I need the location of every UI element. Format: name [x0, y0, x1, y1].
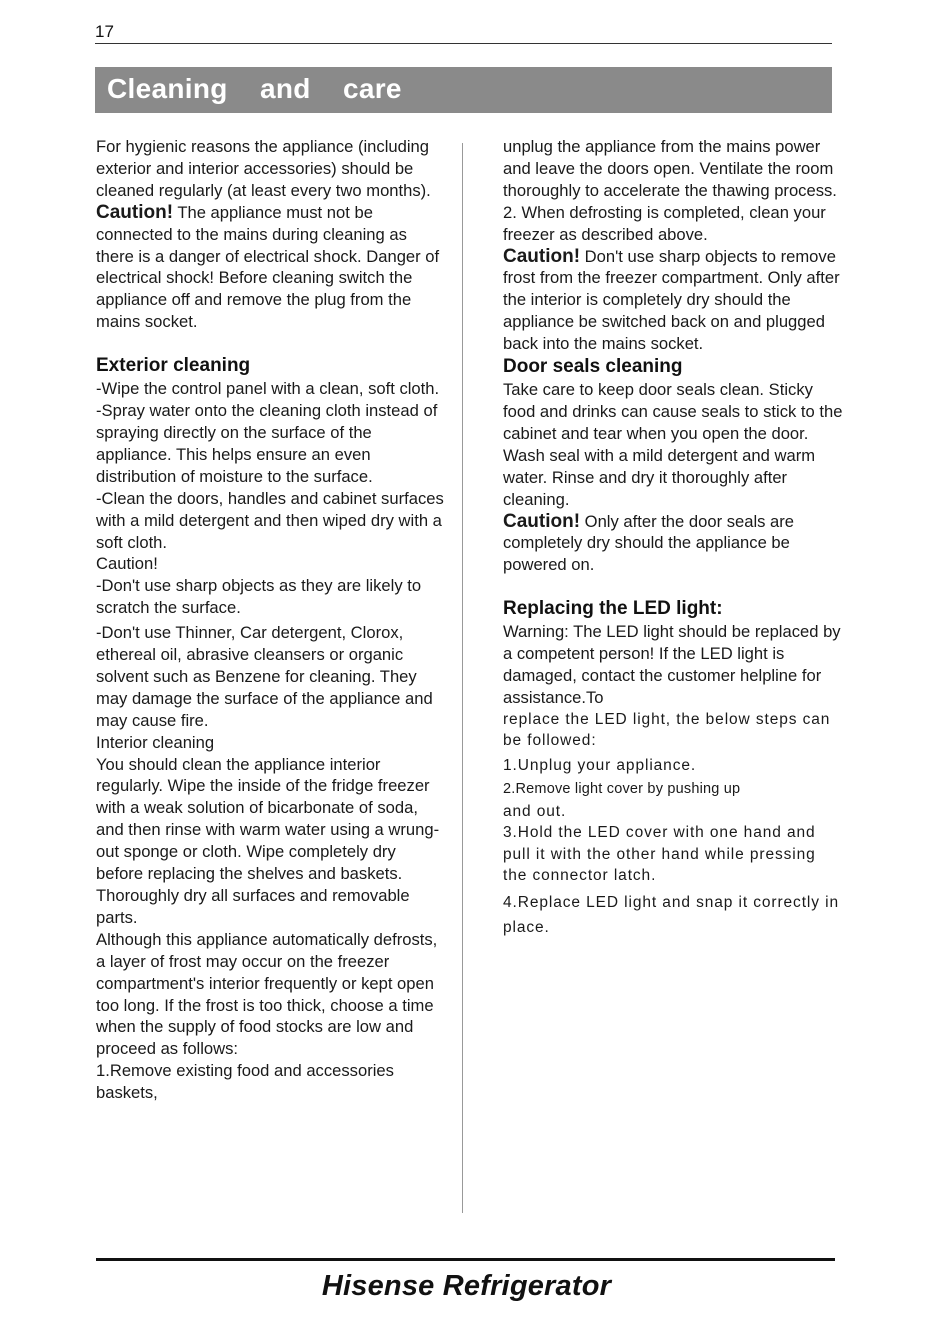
exterior-caution: Caution!	[96, 554, 158, 574]
door-seals-paragraph: Take care to keep door seals clean. Sticky food and drinks can cause seals to stick to the cabinet and tear when you open the door. Wash seal with a mild detergent and warm water. Rinse and dry it thoroughly after cleaning.	[503, 380, 843, 509]
exterior-paragraph: -Spray water onto the cleaning cloth instead of spraying directly on the surface of the appliance. This helps ensure an even distribution of moisture to the surface.	[96, 401, 438, 486]
caution-paragraph	[503, 246, 843, 356]
exterior-paragraph: -Wipe the control panel with a clean, soft cloth.	[96, 379, 440, 399]
door-seals-heading: Door seals cleaning	[503, 356, 683, 378]
interior-paragraph: Thoroughly dry all surfaces and removable parts.	[96, 886, 410, 927]
led-step: 4.Replace LED light and snap it correctly in place.	[503, 893, 839, 936]
caution-text: Only after the door seals are completely dry should the appliance be powered on.	[503, 511, 795, 575]
exterior-paragraph: -Don't use sharp objects as they are likely to scratch the surface.	[96, 576, 422, 618]
section-title-bar	[95, 67, 832, 113]
caution-label: Caution!	[503, 245, 581, 267]
exterior-cleaning-heading: Exterior cleaning	[96, 355, 251, 377]
caution-paragraph	[503, 511, 843, 577]
intro-paragraph: For hygienic reasons the appliance (including exterior and interior accessories) should be cleaned regularly (at least every two months).	[96, 137, 431, 200]
brand-footer: Hisense Refrigerator	[321, 1270, 612, 1302]
led-light-heading: Replacing the LED light:	[503, 598, 723, 620]
exterior-paragraph: -Don't use Thinner, Car detergent, Clorox, ethereal oil, abrasive cleansers or organic solvent such as Benzene for cleaning. They may damage the surface of the appliance and may cause fire.	[96, 623, 433, 730]
caution-text: The appliance must not be connected to the mains during cleaning as there is a danger of electrical shock. Danger of electrical shock! Before cleaning switch the appliance off and remove the plug from the mains socket.	[96, 202, 440, 332]
column-divider	[462, 143, 463, 1213]
right-column	[503, 136, 843, 940]
led-step: and out.	[503, 802, 567, 820]
defrost-paragraph: unplug the appliance from the mains power and leave the doors open. Ventilate the room thoroughly to accelerate the thawing process.	[503, 137, 837, 200]
caution-label: Caution!	[503, 510, 581, 532]
defrost-step: 2. When defrosting is completed, clean your freezer as described above.	[503, 202, 826, 244]
interior-cleaning-label: Interior cleaning	[96, 732, 215, 752]
led-step: 2.Remove light cover by pushing up	[503, 781, 741, 798]
led-intro-paragraph: replace the LED light, the below steps can be followed:	[503, 710, 831, 750]
footer-divider	[96, 1258, 835, 1261]
led-step: 3.Hold the LED cover with one hand and pull it with the other hand while pressing the connector latch.	[503, 824, 816, 885]
caution-paragraph	[96, 202, 446, 333]
interior-paragraph: Although this appliance automatically defrosts, a layer of frost may occur on the freezer compartment's interior frequently or kept open too long. If the frost is too thick, choose a time when the supply of food stocks are low and proceed as follows:	[96, 929, 438, 1059]
left-column	[96, 136, 446, 1104]
led-warning-paragraph: Warning: The LED light should be replaced by a competent person! If the LED light is damaged, contact the customer helpline for assistance.To	[503, 622, 841, 707]
header-divider	[95, 43, 832, 44]
section-title: Cleaning and care	[107, 73, 402, 104]
page-number: 17	[95, 22, 114, 41]
led-step: 1.Unplug your appliance.	[503, 756, 697, 774]
interior-paragraph: You should clean the appliance interior regularly. Wipe the inside of the fridge freezer with a weak solution of bicarbonate of soda, and then rinse with warm water using a wrung-out sponge or cloth. Wipe completely dry before replacing the shelves and baskets.	[96, 754, 440, 884]
caution-text: Don't use sharp objects to remove frost from the freezer compartment. Only after the interior is completely dry should the appliance be switched back on and plugged back into the mains socket.	[503, 246, 840, 354]
caution-label: Caution!	[96, 201, 174, 223]
interior-step: 1.Remove existing food and accessories baskets,	[96, 1061, 394, 1103]
exterior-paragraph: -Clean the doors, handles and cabinet surfaces with a mild detergent and then wiped dry with a soft cloth.	[96, 488, 444, 552]
